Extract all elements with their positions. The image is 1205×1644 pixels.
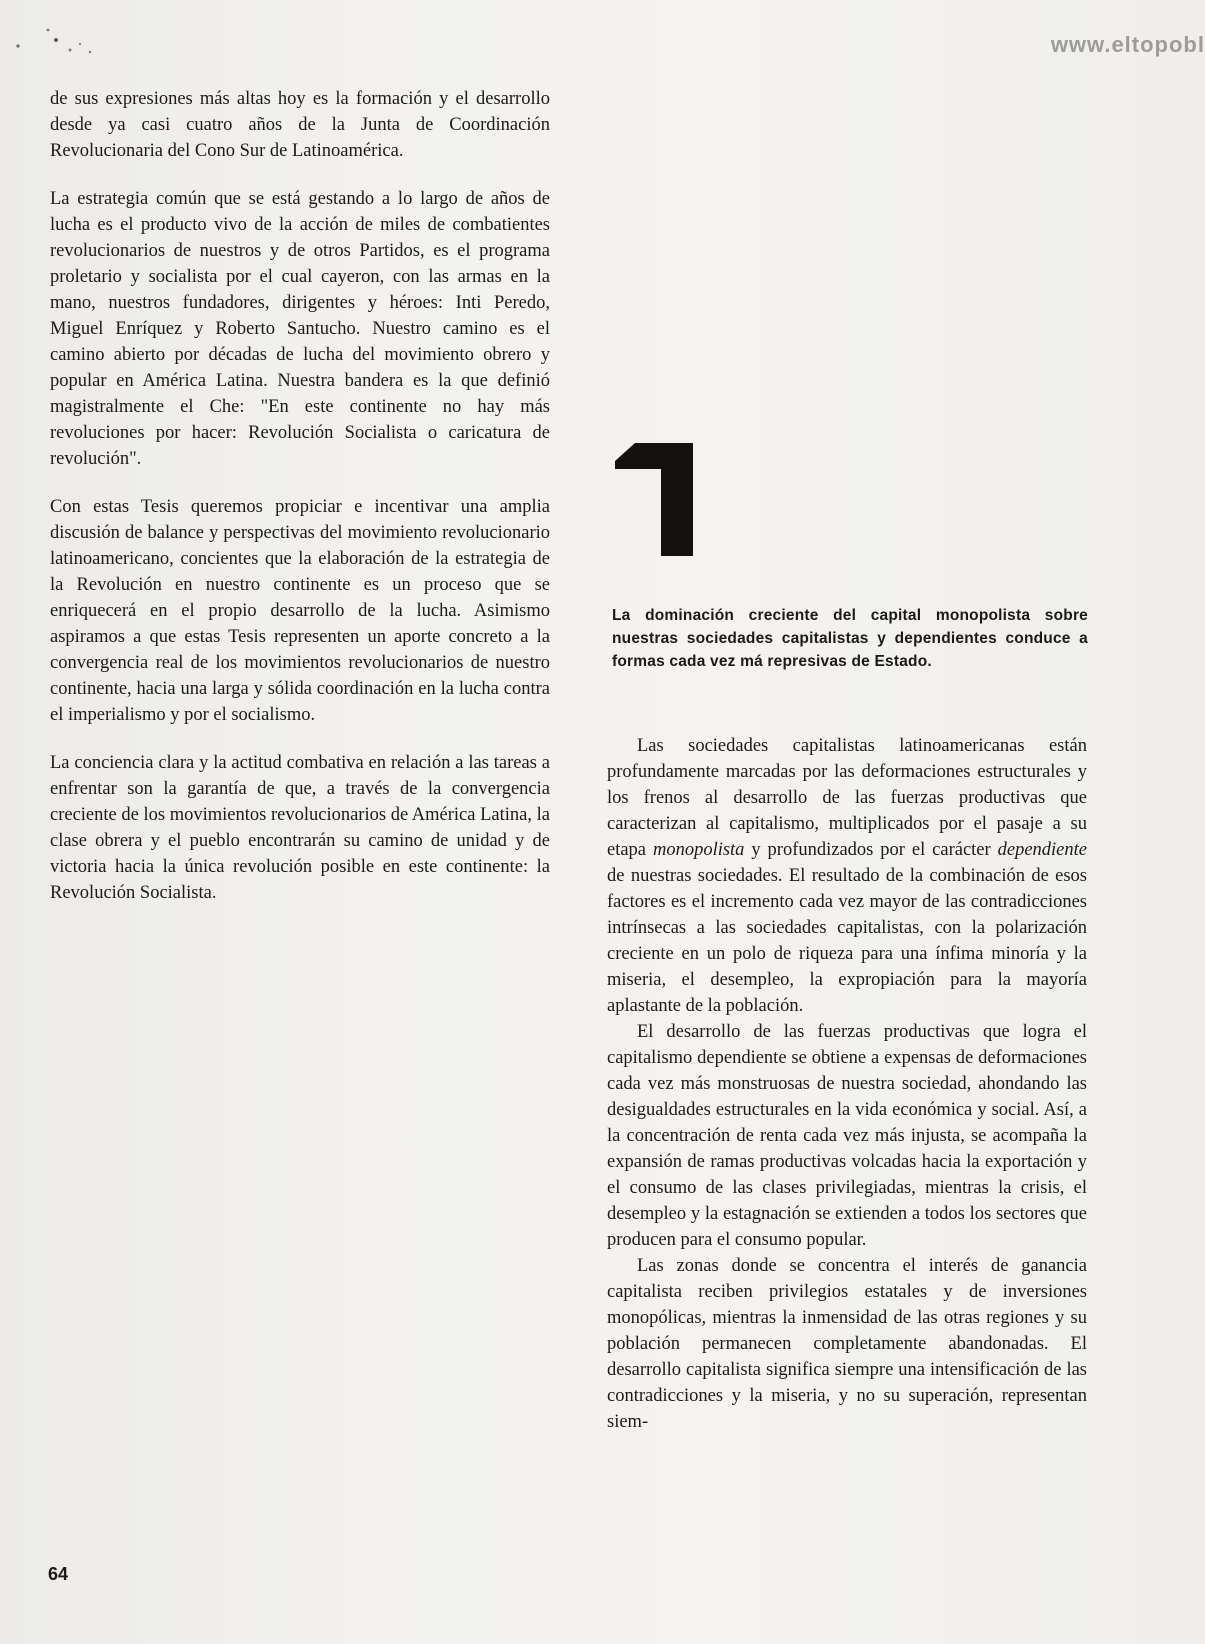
watermark: www.eltopobl xyxy=(1050,32,1205,57)
right-paragraph-1-a: Las sociedades capitalistas latinoamericanas están profundamente marcadas por las deformaciones estructurales y los frenos al desarrollo de las fuerzas productivas que caracterizan al capitalismo, multiplicados por el pasaje a su etapa xyxy=(607,736,1087,860)
left-column xyxy=(50,86,550,906)
emphasis-dependiente: dependiente xyxy=(997,840,1087,860)
left-paragraph-2: La estrategia común que se está gestando a lo largo de años de lucha es el producto vivo de la acción de miles de combatientes revolucionarios de nuestros y de otros Partidos, es el programa proletario y socialista por el cual cayeron, con las armas en la mano, nuestros fundadores, dirigentes y héroes: Inti Peredo, Miguel Enríquez y Roberto Santucho. Nuestro camino es el camino abierto por décadas de lucha del movimiento obrero y popular en América Latina. Nuestra bandera es la que definió magistralmente el Che: "En este continente no hay más revoluciones por hacer: Revolución Socialista o caricatura de revolución". xyxy=(50,189,550,469)
right-paragraph-1 xyxy=(607,733,1087,1019)
left-paragraph-4: La conciencia clara y la actitud combativa en relación a las tareas a enfrentar son la garantía de que, a través de la convergencia creciente de los movimientos revolucionarios de América Latina, la clase obrera y el pueblo encontrarán su camino de unidad y de victoria hacia la única revolución posible en este continente: la Revolución Socialista. xyxy=(50,753,550,903)
left-paragraph-3: Con estas Tesis queremos propiciar e incentivar una amplia discusión de balance y perspectivas del movimiento revolucionario latinoamericano, concientes que la elaboración de la estrategia de la Revolución en nuestro continente es un proceso que se enriquecerá en el propio desarrollo de la lucha. Asimismo aspiramos a que estas Tesis representen un aporte concreto a la convergencia real de los movimientos revolucionarios de nuestro continente, hacia una larga y sólida coordinación en la lucha contra el imperialismo y por el socialismo. xyxy=(50,497,550,725)
thesis-number xyxy=(615,443,693,556)
scan-specks xyxy=(10,22,100,62)
right-paragraph-3: Las zonas donde se concentra el interés de ganancia capitalista reciben privilegios estatales y de inversiones monopólicas, mientras la inmensidad de las otras regiones y su población permanecen completamente abandonadas. El desarrollo capitalista significa siempre una intensificación de las contradicciones y la miseria, y no su superación, representan siem- xyxy=(607,1256,1087,1432)
left-paragraph-1: de sus expresiones más altas hoy es la formación y el desarrollo desde ya casi cuatro años de la Junta de Coordinación Revolucionaria del Cono Sur de Latinoamérica. xyxy=(50,89,550,161)
emphasis-monopolista: monopolista xyxy=(652,840,745,860)
page-number: 64 xyxy=(48,1564,69,1584)
right-column xyxy=(607,733,1087,1435)
right-paragraph-1-b: y profundizados por el carácter xyxy=(744,840,998,860)
thesis-title: La dominación creciente del capital monopolista sobre nuestras sociedades capitalistas y dependientes conduce a formas cada vez má represivas de Estado. xyxy=(612,607,1088,670)
right-paragraph-2: El desarrollo de las fuerzas productivas que logra el capitalismo dependiente se obtiene a expensas de deformaciones cada vez más monstruosas de nuestra sociedad, ahondando las desigualdades estructurales en la vida económica y social. Así, a la concentración de renta cada vez más injusta, se acompaña la expansión de ramas productivas volcadas hacia la exportación y el consumo de las clases privilegiadas, mientras la crisis, el desempleo y la estagnación se extienden a todos los sectores que producen para el consumo popular. xyxy=(607,1022,1087,1250)
right-paragraph-1-c: de nuestras sociedades. El resultado de la combinación de esos factores es el incremento cada vez mayor de las contradicciones intrínsecas a las sociedades capitalistas, con la polarización creciente en un polo de riqueza para una ínfima minoría y la miseria, el desempleo, la expropiación para la mayoría aplastante de la población. xyxy=(607,866,1087,1016)
